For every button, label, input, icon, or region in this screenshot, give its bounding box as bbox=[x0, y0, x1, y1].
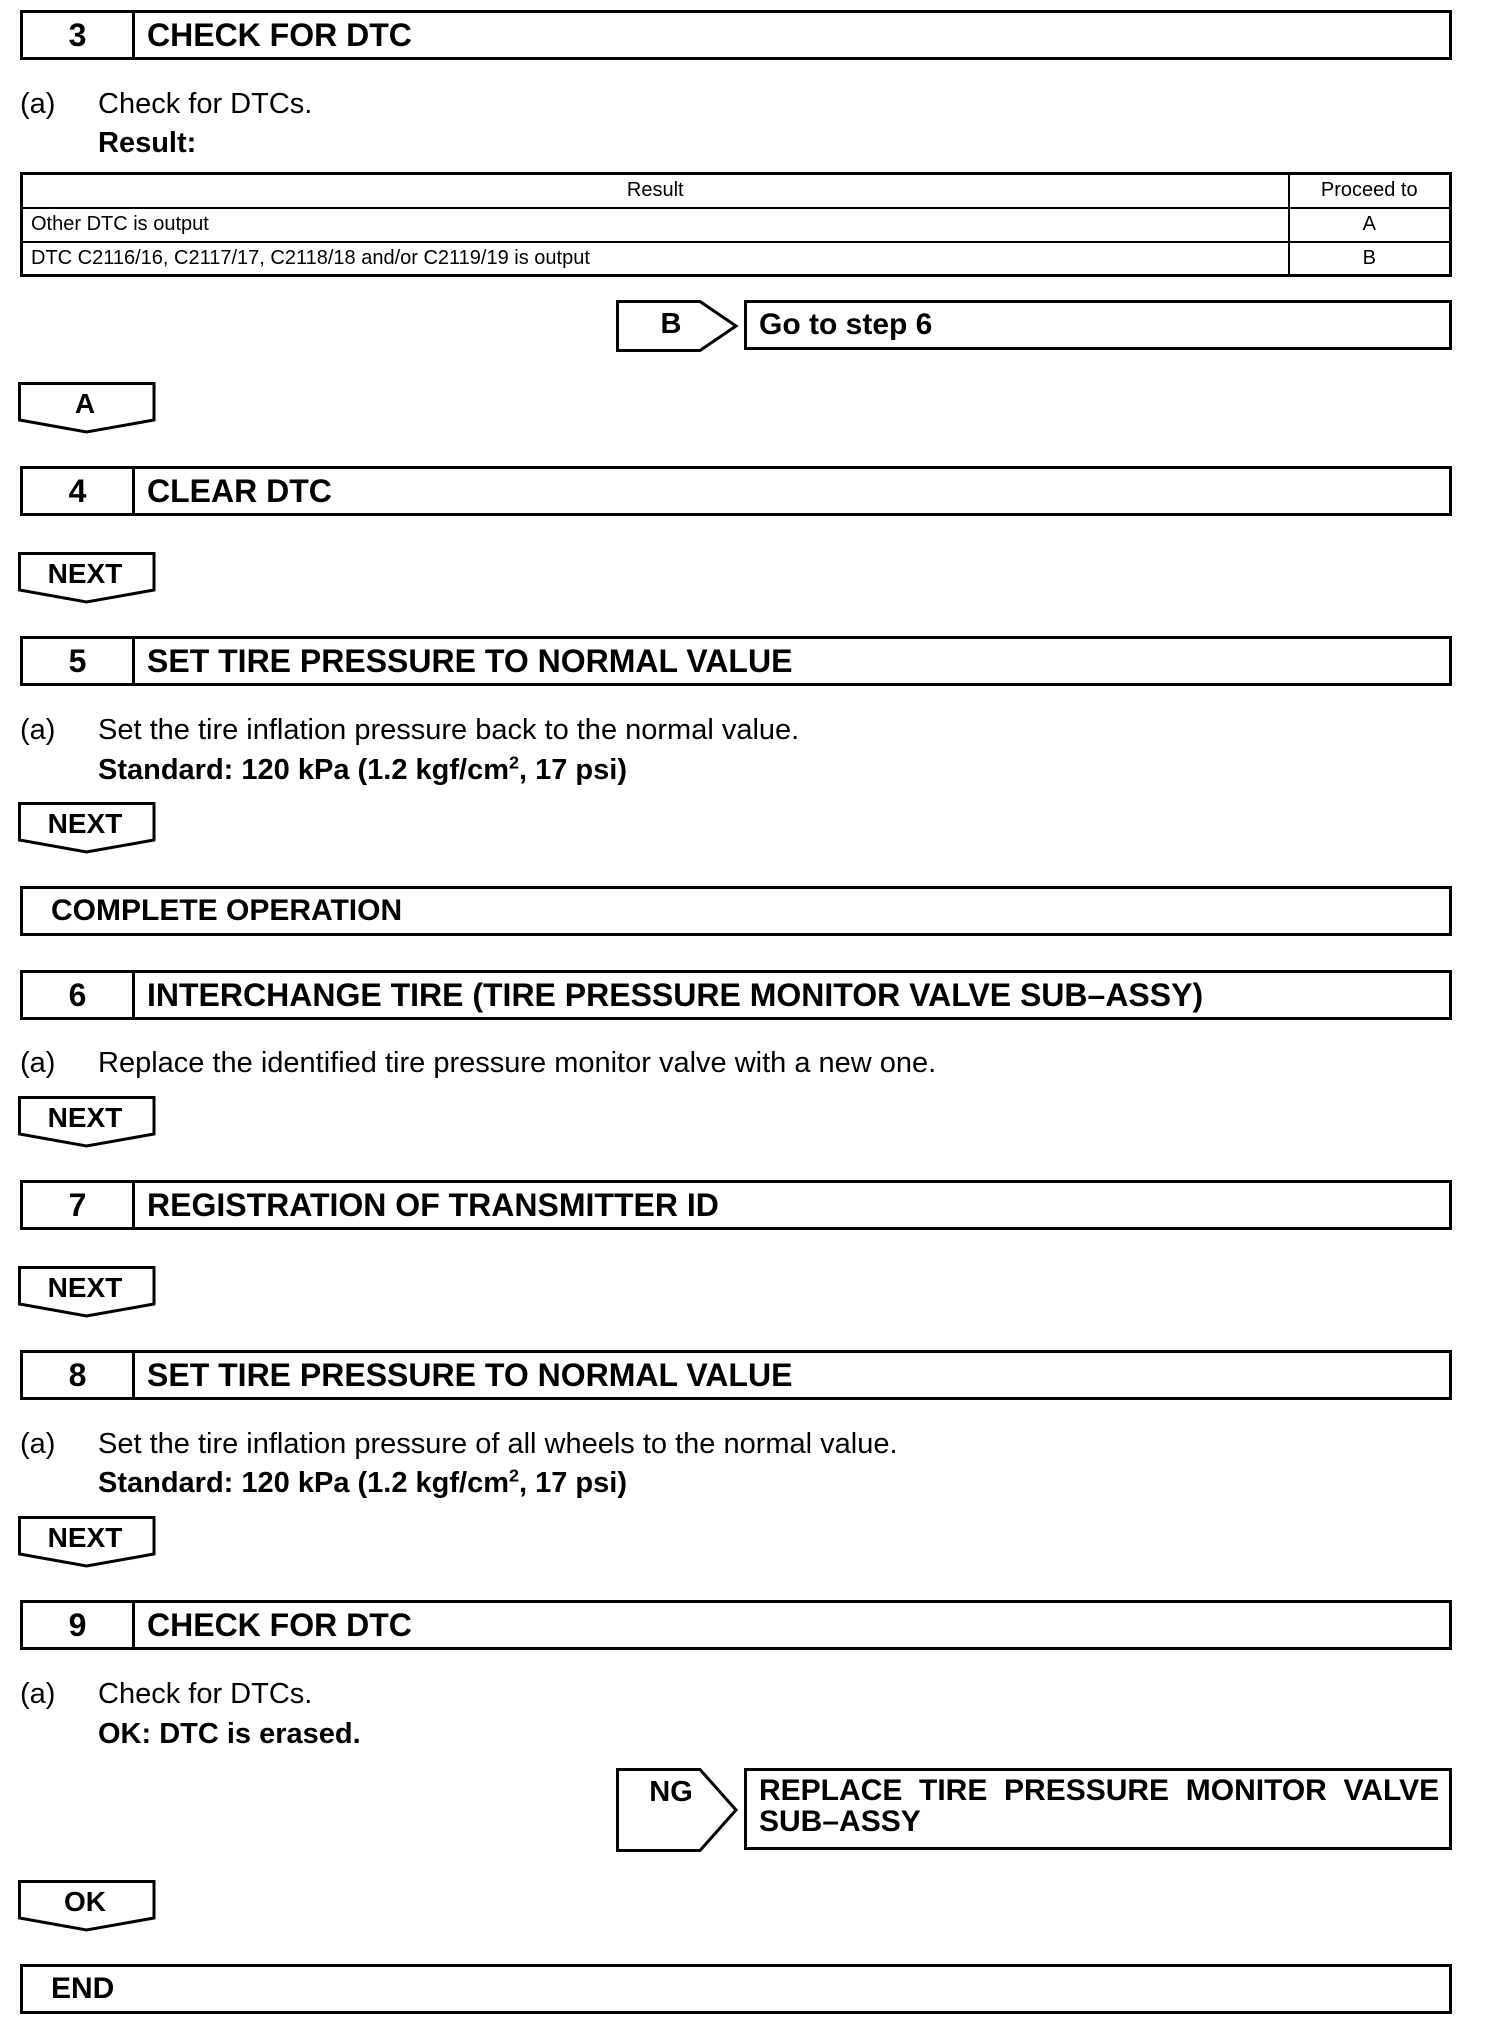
go-to-step-6[interactable]: Go to step 6 bbox=[744, 300, 1452, 350]
target-line: REPLACE TIRE PRESSURE MONITOR VALVE bbox=[759, 1774, 1440, 1807]
step-6-header bbox=[20, 970, 1452, 1020]
step-title: SET TIRE PRESSURE TO NORMAL VALUE bbox=[147, 1356, 793, 1393]
table-cell: DTC C2116/16, C2117/17, C2118/18 and/or C2119/19 is output bbox=[22, 242, 1289, 276]
step-number: 5 bbox=[23, 639, 135, 683]
tag-next[interactable] bbox=[18, 1266, 156, 1316]
step-number: 8 bbox=[23, 1353, 135, 1397]
result-heading: Result: bbox=[98, 127, 197, 159]
tag-ok[interactable] bbox=[18, 1880, 156, 1930]
standard-text: , 17 psi) bbox=[519, 1467, 627, 1499]
replace-valve-target[interactable] bbox=[744, 1768, 1452, 1850]
item-label: (a) bbox=[20, 714, 56, 746]
instruction-text: Check for DTCs. bbox=[98, 1678, 313, 1710]
step-title: CHECK FOR DTC bbox=[147, 1606, 412, 1643]
target-line: SUB–ASSY bbox=[759, 1805, 921, 1838]
item-label: (a) bbox=[20, 1678, 56, 1710]
tag-label: NEXT bbox=[47, 1102, 123, 1133]
branch-b-arrow[interactable] bbox=[616, 300, 740, 352]
result-table bbox=[20, 172, 1452, 277]
standard-value bbox=[98, 1467, 627, 1500]
step-number: 6 bbox=[23, 973, 135, 1017]
step-title: SET TIRE PRESSURE TO NORMAL VALUE bbox=[147, 642, 793, 679]
step-8-header bbox=[20, 1350, 1452, 1400]
step-number: 7 bbox=[23, 1183, 135, 1227]
standard-text: , 17 psi) bbox=[519, 754, 627, 786]
tag-a[interactable] bbox=[18, 382, 156, 432]
step-title: REGISTRATION OF TRANSMITTER ID bbox=[147, 1186, 719, 1223]
step-3-header bbox=[20, 10, 1452, 60]
step-number: 9 bbox=[23, 1603, 135, 1647]
branch-ng-arrow[interactable] bbox=[616, 1768, 740, 1852]
tag-label: NEXT bbox=[47, 1522, 123, 1553]
step-number: 3 bbox=[23, 13, 135, 57]
table-header-proceed: Proceed to bbox=[1289, 174, 1451, 208]
tag-label: NEXT bbox=[47, 808, 123, 839]
instruction-text: Set the tire inflation pressure back to the normal value. bbox=[98, 714, 800, 746]
tag-label: A bbox=[74, 388, 96, 419]
instruction-text: Set the tire inflation pressure of all wheels to the normal value. bbox=[98, 1428, 898, 1460]
tag-next[interactable] bbox=[18, 552, 156, 602]
tag-next[interactable] bbox=[18, 802, 156, 852]
step-5-header bbox=[20, 636, 1452, 686]
tag-label: NEXT bbox=[47, 558, 123, 589]
superscript: 2 bbox=[509, 1465, 519, 1486]
branch-label: B bbox=[660, 308, 682, 340]
instruction-text: Check for DTCs. bbox=[98, 88, 313, 120]
step-title: INTERCHANGE TIRE (TIRE PRESSURE MONITOR VALVE SUB–ASSY) bbox=[147, 976, 1204, 1013]
step-9-header bbox=[20, 1600, 1452, 1650]
item-label: (a) bbox=[20, 1428, 56, 1460]
table-cell: B bbox=[1289, 242, 1451, 276]
item-label: (a) bbox=[20, 1047, 56, 1079]
step-title: CLEAR DTC bbox=[147, 472, 332, 509]
table-cell: Other DTC is output bbox=[22, 208, 1289, 242]
table-row bbox=[22, 208, 1451, 242]
table-cell: A bbox=[1289, 208, 1451, 242]
standard-text: Standard: 120 kPa (1.2 kgf/cm bbox=[98, 1467, 509, 1499]
tag-label: NEXT bbox=[47, 1272, 123, 1303]
table-header-row bbox=[22, 174, 1451, 208]
ok-condition: OK: DTC is erased. bbox=[98, 1718, 361, 1750]
standard-value bbox=[98, 754, 627, 787]
step-title: CHECK FOR DTC bbox=[147, 16, 412, 53]
complete-operation-box: COMPLETE OPERATION bbox=[20, 886, 1452, 936]
tag-label: OK bbox=[64, 1886, 106, 1917]
superscript: 2 bbox=[509, 752, 519, 773]
end-box: END bbox=[20, 1964, 1452, 2014]
table-header-result: Result bbox=[22, 174, 1289, 208]
branch-label: NG bbox=[649, 1776, 693, 1808]
item-label: (a) bbox=[20, 88, 56, 120]
standard-text: Standard: 120 kPa (1.2 kgf/cm bbox=[98, 754, 509, 786]
step-7-header bbox=[20, 1180, 1452, 1230]
tag-next[interactable] bbox=[18, 1516, 156, 1566]
tag-next[interactable] bbox=[18, 1096, 156, 1146]
instruction-text: Replace the identified tire pressure monitor valve with a new one. bbox=[98, 1047, 937, 1079]
table-row bbox=[22, 242, 1451, 276]
step-number: 4 bbox=[23, 469, 135, 513]
step-4-header bbox=[20, 466, 1452, 516]
